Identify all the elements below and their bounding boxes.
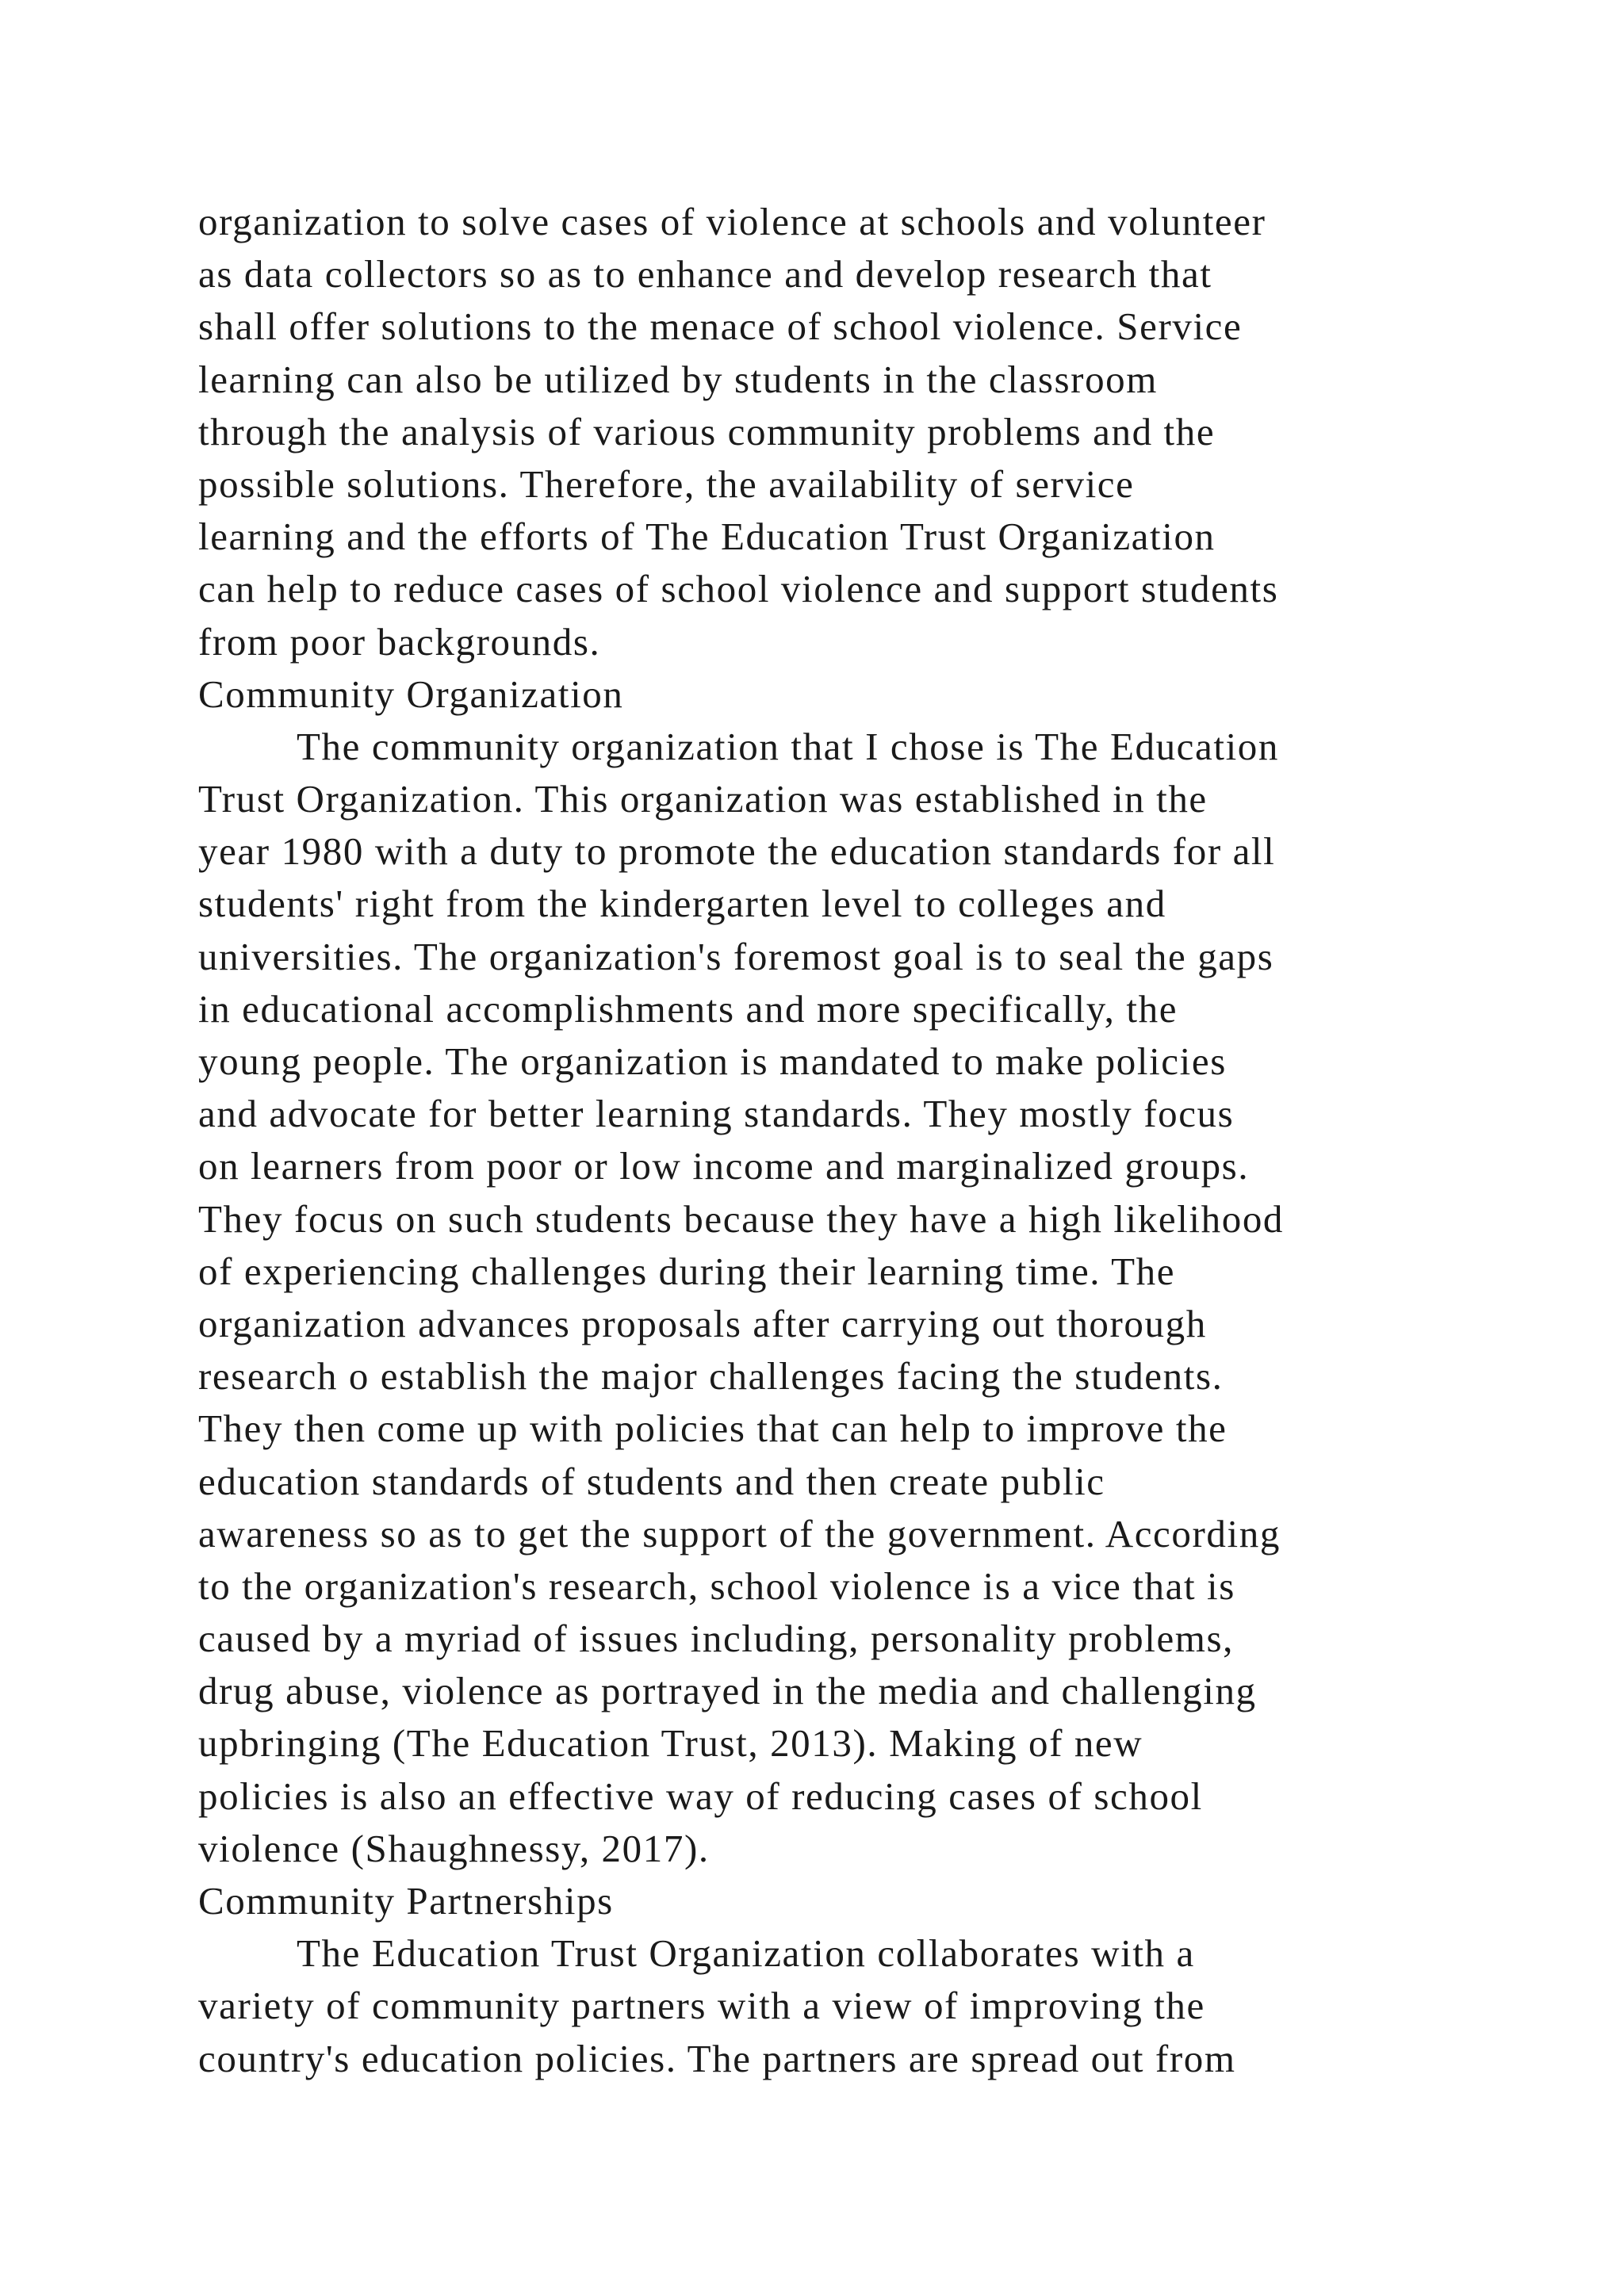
text-line: upbringing (The Education Trust, 2013). Making of new — [198, 1721, 1143, 1766]
text-line: young people. The organization is mandated to make policies — [198, 1039, 1227, 1083]
document-page — [198, 196, 1515, 2085]
text-line: awareness so as to get the support of the government. According — [198, 1511, 1281, 1556]
text-line: universities. The organization's foremost goal is to seal the gaps — [198, 934, 1274, 978]
text-line: to the organization's research, school violence is a vice that is — [198, 1563, 1235, 1608]
text-line: education standards of students and then create public — [198, 1459, 1105, 1503]
text-line: can help to reduce cases of school violence and support students — [198, 567, 1279, 611]
paragraph-community-partnerships — [198, 1927, 1515, 2085]
text-line: learning and the efforts of The Education Trust Organization — [198, 515, 1216, 559]
text-line: students' right from the kindergarten level to colleges and — [198, 882, 1166, 926]
text-line: possible solutions. Therefore, the availability of service — [198, 461, 1135, 506]
section-heading-community-organization: Community Organization — [198, 672, 624, 716]
section-heading-community-partnerships: Community Partnerships — [198, 1879, 614, 1923]
text-line: from poor backgrounds. — [198, 619, 601, 664]
text-line: through the analysis of various community problems and the — [198, 409, 1216, 453]
text-line: violence (Shaughnessy, 2017). — [198, 1826, 710, 1870]
text-line: research o establish the major challenges facing the students. — [198, 1354, 1224, 1399]
text-line: shall offer solutions to the menace of school violence. Service — [198, 304, 1243, 349]
text-line: drug abuse, violence as portrayed in the media and challenging — [198, 1669, 1257, 1713]
text-line: organization to solve cases of violence at schools and volunteer — [198, 200, 1266, 243]
text-line: year 1980 with a duty to promote the education standards for all — [198, 829, 1276, 874]
text-line: caused by a myriad of issues including, personality problems, — [198, 1617, 1235, 1661]
text-line: country's education policies. The partners are spread out from — [198, 2036, 1236, 2080]
text-line: of experiencing challenges during their learning time. The — [198, 1249, 1176, 1293]
text-line: They then come up with policies that can help to improve the — [198, 1406, 1228, 1451]
text-line: learning can also be utilized by students in the classroom — [198, 357, 1158, 401]
text-line: in educational accomplishments and more specifically, the — [198, 986, 1178, 1031]
text-line: The Education Trust Organization collaborates with a — [297, 1931, 1195, 1976]
text-line: as data collectors so as to enhance and develop research that — [198, 252, 1212, 297]
text-line: and advocate for better learning standards. They mostly focus — [198, 1092, 1235, 1136]
text-line: Trust Organization. This organization was established in the — [198, 777, 1208, 821]
text-line: organization advances proposals after carrying out thorough — [198, 1301, 1207, 1345]
text-line: on learners from poor or low income and marginalized groups. — [198, 1144, 1250, 1188]
text-line: The community organization that I chose is The Education — [297, 724, 1279, 768]
paragraph-community-organization — [198, 721, 1515, 1875]
text-line: They focus on such students because they have a high likelihood — [198, 1196, 1285, 1241]
text-line: policies is also an effective way of reducing cases of school — [198, 1774, 1203, 1818]
text-line: variety of community partners with a view of improving the — [198, 1984, 1205, 2028]
paragraph-continued — [198, 196, 1515, 668]
